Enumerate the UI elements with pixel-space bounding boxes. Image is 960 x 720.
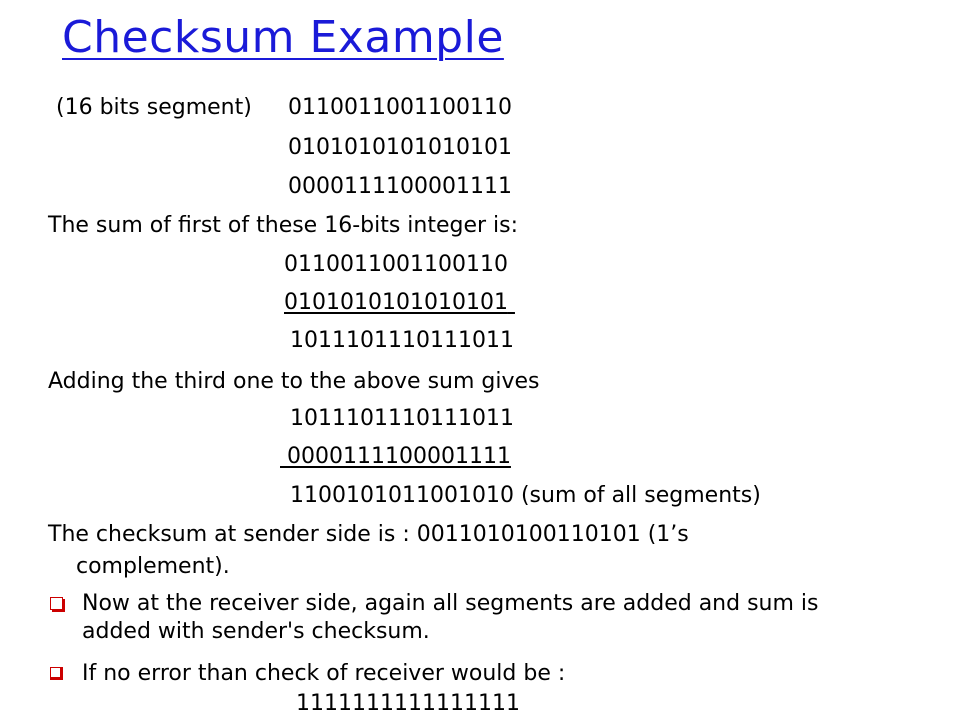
third-add-operand-b-value: 0000111100001111 [287,444,511,469]
first-sum-operand-b-pad [508,290,515,315]
segment-label: (16 bits segment) [56,95,252,120]
third-add-result-value: 1100101011001010 [290,483,514,508]
first-sum-intro: The sum of first of these 16-bits integer is: [48,213,519,238]
first-sum-operand-a: 0110011001100110 [284,252,508,277]
first-sum-operand-b [284,289,515,317]
bullet-receiver-sum [50,590,840,650]
segment-2: 0101010101010101 [288,135,512,160]
first-sum-result: 1011101110111011 [290,328,514,353]
first-sum-operand-b-value: 0101010101010101 [284,290,508,315]
bullet-receiver-check-text: If no error than check of receiver would be : [82,661,566,686]
segment-3: 0000111100001111 [288,174,512,199]
sender-checksum-line-1: The checksum at sender side is : 0011010100110101 (1’s [48,522,689,547]
square-bullet-icon [50,597,63,610]
slide-title: Checksum Example [62,12,504,63]
third-add-operand-a: 1011101110111011 [290,406,514,431]
receiver-check-value: 1111111111111111 [296,691,520,716]
segment-1: 0110011001100110 [288,95,512,120]
third-add-result [290,482,761,510]
third-add-intro: Adding the third one to the above sum gives [48,369,540,394]
third-add-result-note: (sum of all segments) [520,483,761,508]
sender-checksum-line-2: complement). [76,554,230,579]
bullet-receiver-sum-text: Now at the receiver side, again all segments are added and sum is added with sender's checksum. [82,591,819,644]
third-add-operand-b [280,443,511,471]
square-bullet-icon [50,667,63,680]
